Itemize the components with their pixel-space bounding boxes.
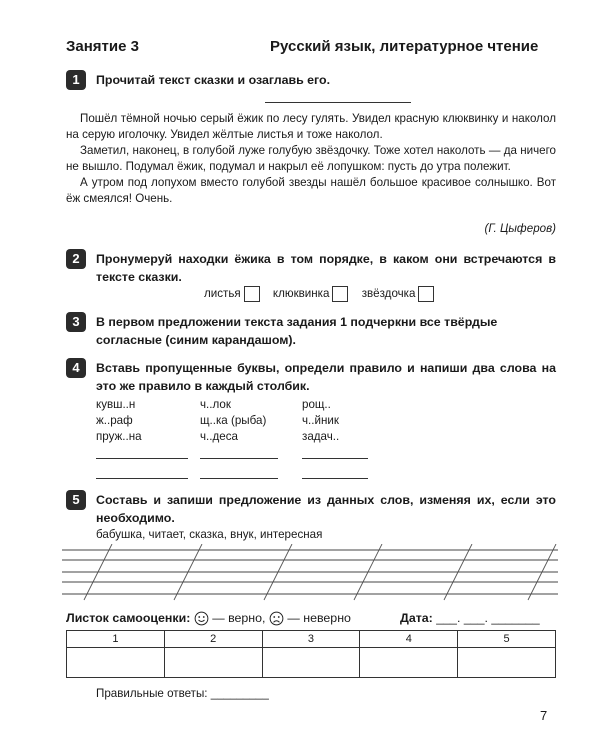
word-col3-row2: ч..йник [302, 414, 339, 427]
table-row [67, 648, 556, 678]
word-col3-row3: задач.. [302, 430, 340, 443]
self-check-table [66, 630, 556, 678]
correct-answers-label: Правильные ответы: [96, 687, 208, 700]
correct-answers-row [96, 686, 269, 702]
score-cell-1[interactable] [67, 648, 165, 678]
story-paragraph-3: А утром под лопухом вместо голубой звезды нашёл большое красивое солнышко. Вот ёж смеялся! Очень. [66, 176, 556, 205]
wrong-label: — неверно [287, 611, 351, 625]
task-number-1: 1 [66, 70, 86, 90]
word-col1-row3: пруж..на [96, 430, 142, 443]
task-number-2: 2 [66, 249, 86, 269]
word-col1-row1: кувш..н [96, 398, 136, 411]
task-number-3: 3 [66, 312, 86, 332]
page-number: 7 [540, 708, 548, 723]
score-cell-4[interactable] [360, 648, 458, 678]
answer-line-col2-2[interactable] [200, 478, 278, 479]
score-cell-2[interactable] [164, 648, 262, 678]
subject-title: Русский язык, литературное чтение [270, 38, 539, 55]
date-label: Дата: [400, 611, 433, 625]
order-box-cranberry[interactable] [332, 286, 348, 302]
table-header-cell: 4 [360, 631, 458, 648]
finding-label-leaves: листья [204, 287, 241, 301]
story-paragraph-2: Заметил, наконец, в голубой луже голубую звёздочку. Тоже хотел наколоть — да ничего не вышло. Подумал ёжик, подумал и накрыл её лопушком: пусть до утра полежит. [66, 144, 556, 173]
task2-title: Пронумеруй находки ёжика в том порядке, в каком они встречаются в тексте сказки. [96, 252, 556, 284]
finding-label-star: звёздочка [361, 287, 416, 301]
story-paragraph-1: Пошёл тёмной ночью серый ёжик по лесу гулять. Увидел красную клюквинку и наколол на серую иголочку. Увидел жёлтые листья и тоже наколол. [66, 112, 556, 141]
score-cell-3[interactable] [262, 648, 360, 678]
task-number-5: 5 [66, 490, 86, 510]
word-col2-row3: ч..деса [200, 430, 238, 443]
task5-words: бабушка, читает, сказка, внук, интересная [96, 528, 323, 541]
answer-line-col1-2[interactable] [96, 478, 188, 479]
handwriting-lines[interactable] [62, 544, 562, 602]
score-cell-5[interactable] [458, 648, 556, 678]
title-answer-line[interactable] [265, 102, 411, 103]
task3-title: В первом предложении текста задания 1 подчеркни все твёрдые согласные (синим карандашом). [96, 315, 498, 347]
correct-answers-blank[interactable]: _________ [210, 687, 269, 700]
smile-icon [194, 611, 209, 626]
answer-line-col1-1[interactable] [96, 458, 188, 459]
story-author: (Г. Цыферов) [484, 222, 556, 235]
date-row [400, 609, 540, 627]
table-header-cell: 1 [67, 631, 165, 648]
table-header-cell: 3 [262, 631, 360, 648]
word-col2-row1: ч..лок [200, 398, 231, 411]
answer-line-col2-1[interactable] [200, 458, 278, 459]
table-header-cell: 5 [458, 631, 556, 648]
date-blank[interactable]: ___. ___. _______ [436, 611, 540, 625]
table-header-row [67, 631, 556, 648]
self-check-row [66, 609, 351, 627]
order-box-star[interactable] [418, 286, 434, 302]
task-number-4: 4 [66, 358, 86, 378]
table-header-cell: 2 [164, 631, 262, 648]
order-box-leaves[interactable] [244, 286, 260, 302]
sad-face-icon [269, 611, 284, 626]
word-col2-row2: щ..ка (рыба) [200, 414, 267, 427]
task4-title: Вставь пропущенные буквы, определи правило и напиши два слова на это же правило в каждый столбик. [96, 361, 556, 393]
task1-title: Прочитай текст сказки и озаглавь его. [96, 73, 331, 87]
answer-line-col3-1[interactable] [302, 458, 368, 459]
finding-label-cranberry: клюквинка [272, 287, 330, 301]
word-col3-row1: рощ.. [302, 398, 331, 411]
findings-row [204, 286, 564, 302]
story-text [66, 111, 556, 207]
answer-line-col3-2[interactable] [302, 478, 368, 479]
word-col1-row2: ж..раф [96, 414, 133, 427]
lesson-title: Занятие 3 [66, 38, 139, 55]
self-check-label: Листок самооценки: [66, 611, 191, 625]
correct-label: — верно, [212, 611, 266, 625]
task5-title: Составь и запиши предложение из данных слов, изменяя их, если это необходимо. [96, 493, 556, 525]
